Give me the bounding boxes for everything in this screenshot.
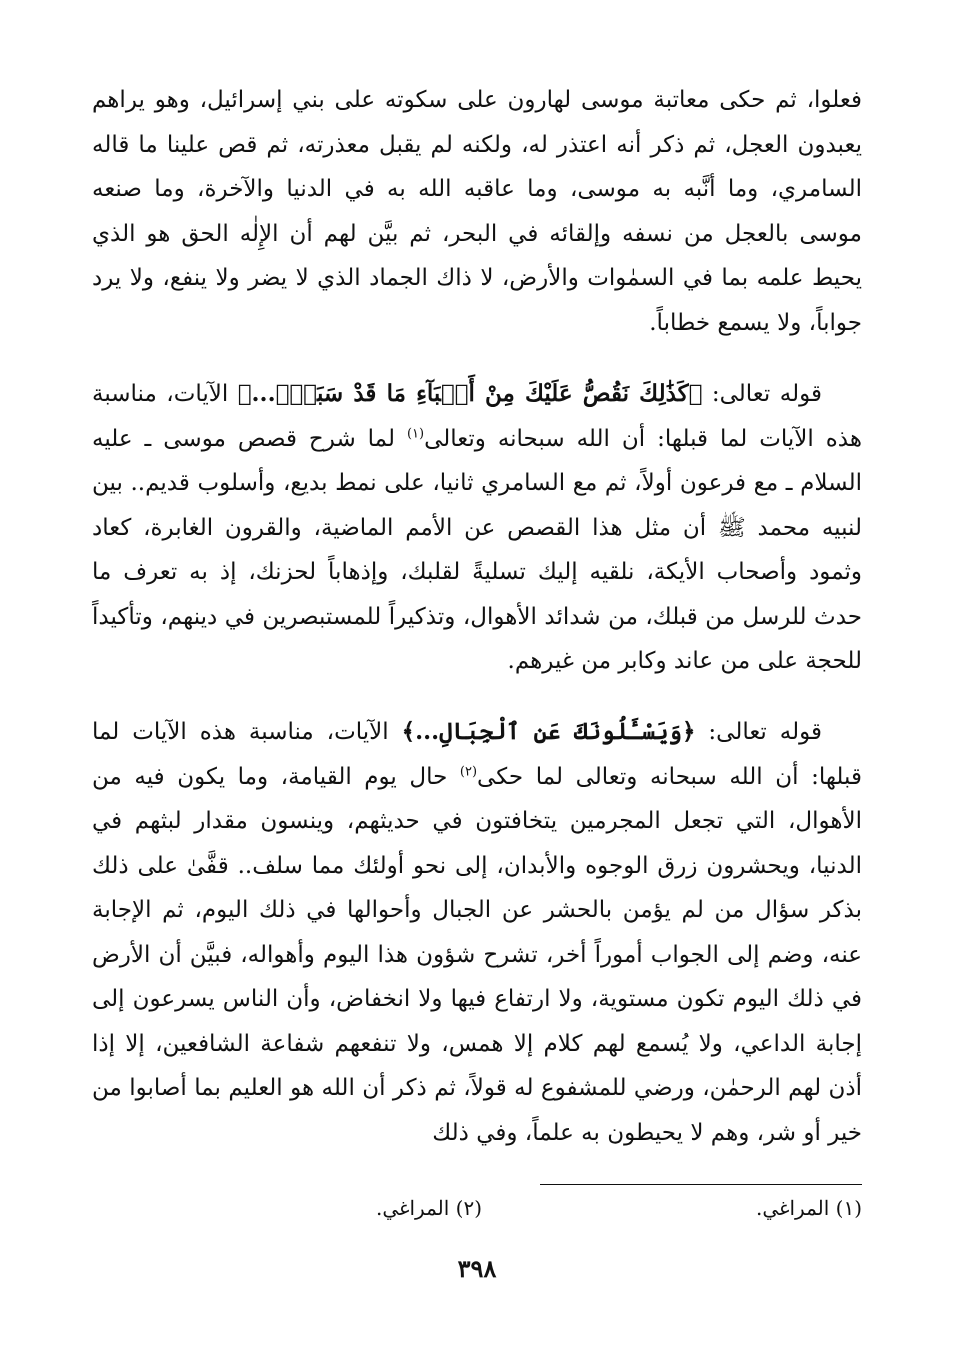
paragraph-1-text: فعلوا، ثم حكى معاتبة موسى لهارون على سكوته على بني إسرائيل، وهو يراهم يعبدون العجل، ثم ذكر أنه اعتذر له، ولكنه لم يقبل معذرته، ثم قص علينا ما قاله السامري، وما أنَّبه به موسى، وما عاقبه الله به في الدنيا والآخرة، وما صنعه موسى بالعجل من نسفه وإلقائه في البحر، ثم بيَّن لهم أن الإِلٰه الحق هو الذي يحيط علمه بما في السمٰوات والأرض، لا ذاك الجماد الذي لا يضر ولا ينفع، ولا يرد جواباً، ولا يسمع خطاباً.	[92, 87, 862, 336]
footnote-marker-1: (١)	[406, 425, 425, 441]
paragraph-2-intro: قوله تعالى:	[702, 381, 822, 407]
page-number: ٣٩٨	[457, 1254, 497, 1283]
quran-quote-1: ﴿كَذَٰلِكَ نَقُصُّ عَلَيْكَ مِنْ أَنۢبَآءِ مَا قَدْ سَبَقَۚ...﴾	[237, 380, 703, 407]
footnote-2: (٢) المراغي.	[375, 1196, 482, 1220]
paragraph-3-text-a: الآيات، مناسبة هذه الآيات لما قبلها: أن الله سبحانه وتعالى لما حكى	[92, 719, 862, 790]
paragraph-3-text-b: حال يوم القيامة، وما يكون فيه من الأهوال، التي تجعل المجرمين يتخافتون في حديثهم، وينسون مقدار لبثهم في الدنيا، ويحشرون زرق الوجوه والأبدان، إلى نحو أولئك مما سلف.. قفَّىٰ على ذلك بذكر سؤال من لم يؤمن بالحشر عن الجبال وأحوالها في ذلك اليوم، ثم الإجابة عنه، وضم إلى الجواب أموراً أخر، تشرح شؤون هذا اليوم وأهواله، فبيَّن أن الأرض في ذلك اليوم تكون مستوية، ولا ارتفاع فيها ولا انخفاض، وأن الناس يسرعون إلى إجابة الداعي، ولا يُسمع لهم كلام إلا همس، ولا تنفعهم شفاعة الشافعين، إلا إذا أذن لهم الرحمٰن، ورضي للمشفوع له قولاً، ثم ذكر أن الله هو العليم بما أصابوا من خير أو شر، وهم لا يحيطون به علماً، وفي ذلك	[92, 763, 862, 1146]
footnote-divider	[540, 1184, 862, 1185]
paragraph-3-intro: قوله تعالى:	[695, 719, 822, 745]
paragraph-2-text-b: لما شرح قصص موسى ـ عليه السلام ـ مع فرعون أولاً، ثم مع السامري ثانيا، على نمط بديع، وأسلوب قديم.. بين لنبيه محمد ﷺ أن مثل هذا القصص عن الأمم الماضية، والقرون الغابرة، كعاد وثمود وأصحاب الأيكة، نلقيه إليك تسليةً لقلبك، وإذهاباً لحزنك، إذ به تعرف ما حدث للرسل من قبلك، من شدائد الأهوال، وتذكيراً للمستبصرين في دينهم، وتأكيداً للحجة على من عاند وكابر من غيرهم.	[92, 425, 862, 674]
paragraph-2-text-a: الآيات، مناسبة هذه الآيات لما قبلها: أن الله سبحانه وتعالى	[92, 381, 862, 452]
paragraph-3	[92, 710, 862, 1155]
footnotes	[92, 1196, 862, 1236]
paragraph-1	[92, 78, 862, 345]
paragraph-2	[92, 372, 862, 684]
footnote-1: (١) المراغي.	[755, 1196, 862, 1220]
quran-quote-2: ﴿وَيَسْـَٔلُونَكَ عَنِ ٱلْجِبَالِ...﴾	[401, 718, 696, 745]
footnote-marker-2: (٢)	[459, 763, 478, 779]
